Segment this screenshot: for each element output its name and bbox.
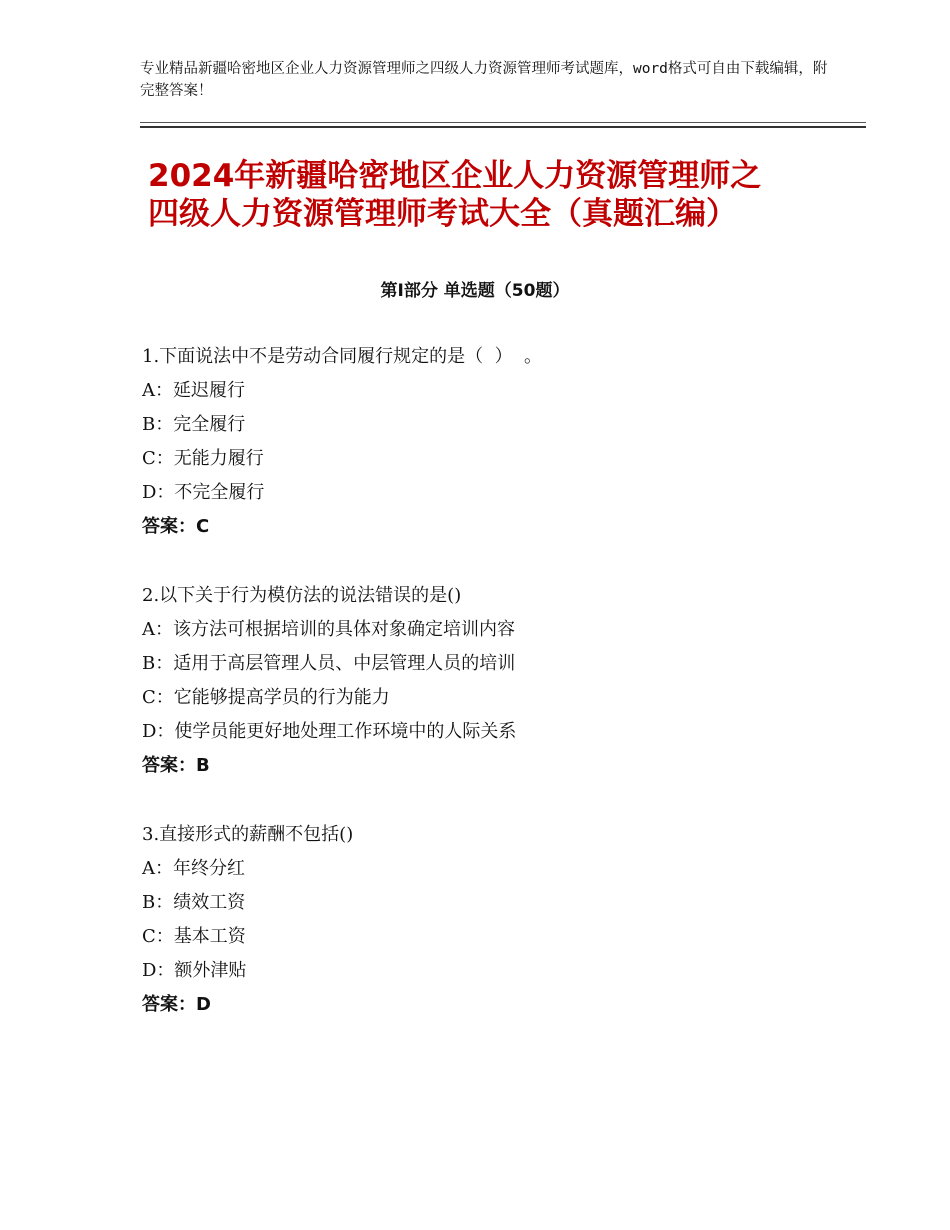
document-title bbox=[148, 157, 838, 233]
answer-value: C bbox=[196, 516, 210, 537]
option-d: D：额外津贴 bbox=[142, 960, 247, 981]
question-3 bbox=[142, 818, 842, 1022]
option-a: A：年终分红 bbox=[142, 858, 245, 879]
question-1 bbox=[142, 340, 842, 544]
option-b: B：适用于高层管理人员、中层管理人员的培训 bbox=[142, 653, 516, 674]
option-d: D：使学员能更好地处理工作环境中的人际关系 bbox=[142, 721, 517, 742]
option-c: C：无能力履行 bbox=[142, 448, 264, 469]
header-rule-thin bbox=[140, 122, 866, 123]
question-stem: 1.下面说法中不是劳动合同履行规定的是（ ） 。 bbox=[142, 346, 543, 367]
section-heading: 第Ⅰ部分 单选题（50题） bbox=[380, 281, 570, 301]
option-b: B：绩效工资 bbox=[142, 892, 246, 913]
title-line-1: 2024年新疆哈密地区企业人力资源管理师之 bbox=[148, 158, 762, 194]
option-a: A：该方法可根据培训的具体对象确定培训内容 bbox=[142, 619, 515, 640]
question-stem: 2.以下关于行为模仿法的说法错误的是() bbox=[142, 585, 462, 606]
option-d: D：不完全履行 bbox=[142, 482, 265, 503]
answer-label: 答案： bbox=[142, 755, 196, 776]
option-c: C：基本工资 bbox=[142, 926, 246, 947]
answer-line bbox=[142, 510, 842, 544]
answer-value: B bbox=[196, 755, 210, 776]
option-c: C：它能够提高学员的行为能力 bbox=[142, 687, 390, 708]
answer-line bbox=[142, 988, 842, 1022]
question-2 bbox=[142, 579, 842, 783]
title-line-2: 四级人力资源管理师考试大全（真题汇编） bbox=[148, 196, 737, 232]
answer-value: D bbox=[196, 994, 211, 1015]
answer-label: 答案： bbox=[142, 516, 196, 537]
option-b: B：完全履行 bbox=[142, 414, 246, 435]
header-rule-thick bbox=[140, 126, 866, 128]
option-a: A：延迟履行 bbox=[142, 380, 245, 401]
header-note: 专业精品新疆哈密地区企业人力资源管理师之四级人力资源管理师考试题库，word格式可自由下载编辑，附完整答案！ bbox=[140, 61, 828, 99]
answer-line bbox=[142, 749, 842, 783]
question-stem: 3.直接形式的薪酬不包括() bbox=[142, 824, 354, 845]
answer-label: 答案： bbox=[142, 994, 196, 1015]
